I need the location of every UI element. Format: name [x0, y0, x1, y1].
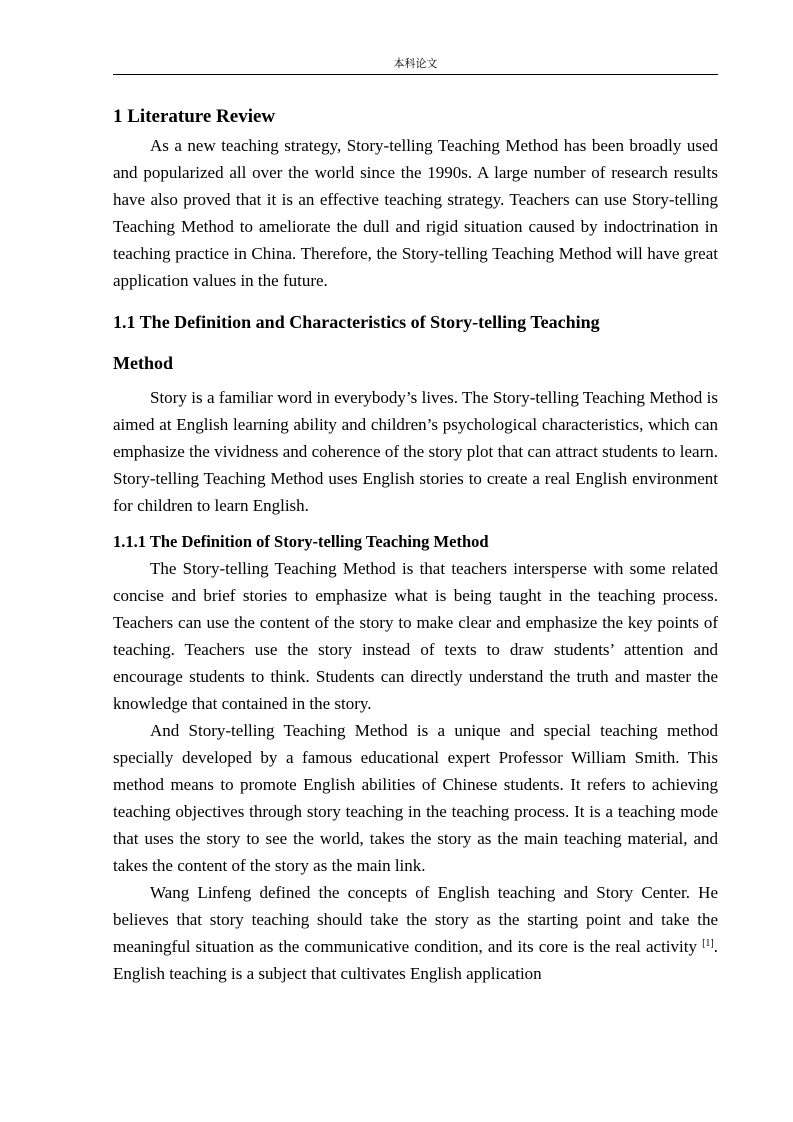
- page-content: [113, 104, 718, 987]
- paragraph-1-intro: As a new teaching strategy, Story-telling Teaching Method has been broadly used and popularized all over the world since the 1990s. A large number of research results have also proved that it is an effective teaching strategy. Teachers can use Story-telling Teaching Method to ameliorate the dull and rigid situation caused by indoctrination in teaching practice in China. Therefore, the Story-telling Teaching Method will have great application values in the future.: [113, 136, 718, 290]
- section-heading-1-1-line1: 1.1 The Definition and Characteristics of Story-telling Teaching: [113, 312, 600, 332]
- section-heading-1-1-1: 1.1.1 The Definition of Story-telling Teaching Method: [113, 532, 489, 551]
- section-heading-1-1: [113, 302, 718, 384]
- running-header: 本科论文: [393, 57, 438, 70]
- paragraph-1-1-1-c-continuation: . English teaching is a subject that cultivates English application: [113, 937, 719, 983]
- paragraph-1-1-1-b: And Story-telling Teaching Method is a unique and special teaching method specially developed by a famous educational expert Professor William Smith. This method means to promote English abilities of Chinese students. It refers to achieving teaching objectives through story teaching in the teaching process. It is a teaching mode that uses the story to see the world, takes the story as the main teaching material, and takes the content of the story as the main link.: [113, 721, 718, 875]
- paragraph-1-1-1-c-text: Wang Linfeng defined the concepts of English teaching and Story Center. He believes that story teaching should take the story as the starting point and take the meaningful situation as the communicative condition, and its core is the real activity: [113, 883, 718, 956]
- header-rule: [113, 74, 718, 75]
- paragraph-1-1-1-c: [113, 879, 718, 987]
- paragraph-1-1-intro: Story is a familiar word in everybody’s lives. The Story-telling Teaching Method is aimed at English learning ability and children’s psychological characteristics, which can emphasize the vividness and coherence of the story plot that can attract students to learn. Story-telling Teaching Method uses English stories to create a real English environment for children to learn English.: [113, 388, 718, 515]
- section-heading-1: 1 Literature Review: [113, 106, 276, 127]
- section-heading-1-1-line2: Method: [113, 353, 173, 373]
- citation-marker: [1]: [702, 938, 714, 949]
- paragraph-1-1-1-a: The Story-telling Teaching Method is that teachers intersperse with some related concise and brief stories to emphasize what is being taught in the teaching process. Teachers can use the content of the story to make clear and emphasize the key points of teaching. Teachers use the story instead of texts to draw students’ attention and encourage students to think. Students can directly understand the truth and master the knowledge that contained in the story.: [113, 559, 718, 713]
